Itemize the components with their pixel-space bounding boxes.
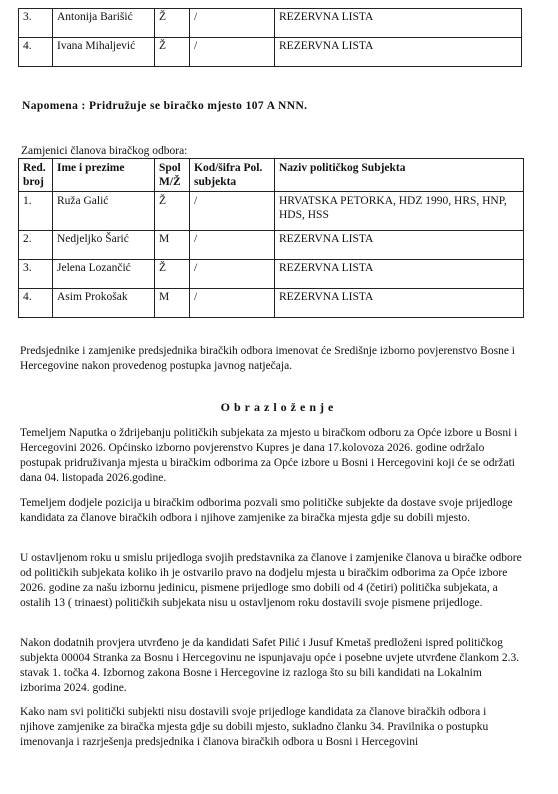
party-name: REZERVNA LISTA <box>275 231 524 260</box>
header-gender: Spol M/Ž <box>155 159 190 192</box>
row-number: 4. <box>19 38 53 67</box>
row-number: 3. <box>19 9 53 38</box>
party-name: REZERVNA LISTA <box>275 289 524 318</box>
rationale-paragraph-5: Kako nam svi politički subjekti nisu dostavili svoje prijedloge kandidata za članove biračkih odbora i njihove zamjenike za biračka mjesta gdje su dobili mjesto, sukladno članku 34. Pravilnika o postupku imenovanja i razrješenja predsjednika i članova biračkih odbora u Bosni i Hercegovini <box>20 706 489 748</box>
member-name: Ivana Mihaljević <box>53 38 155 67</box>
header-code: Kod/šifra Pol. subjekta <box>190 159 275 192</box>
party-name: REZERVNA LISTA <box>275 9 522 38</box>
member-name: Jelena Lozančić <box>53 260 155 289</box>
appointment-paragraph: Predsjednike i zamjenike predsjednika biračkih odbora imenovat će Središnje izborno povjerenstvo Bosne i Hercegovine nakon provedenog postupka javnog natječaja. <box>20 345 515 372</box>
rationale-paragraph-1: Temeljem Naputka o ždrijebanju političkih subjekata za mjesto u biračkom odboru za Opće izbore u Bosni i Hercegovini 2026. Općinsko izborno povjerenstvo Kupres je dana 17.kolovoza 2026. godine održalo postupak pridruživanja mjesta u biračkim odborima za Opće izbore u Bosni i Hercegovini koji će se održati dana 04. listopada 2026.godine. <box>20 427 518 484</box>
party-code: / <box>190 231 275 260</box>
rationale-paragraph-3: U ostavljenom roku u smislu prijedloga svojih predstavnika za članove i zamjenike članova u biračke odbore od političkih subjekata koliko ih je ostvarilo pravo na dodjelu mjesta u biračkim odborima za Opće izbore 2026. godine za našu izbornu jedinicu, pismene prijedloge smo dobili od 4 (četiri) politička subjekata, a ostalih 13 ( trinaest) političkih subjekata nisu u ostavljenom roku dostavili svoje pismene prijedloge. <box>20 552 522 609</box>
note-text: Napomena : Pridružuje se biračko mjesto 107 A NNN. <box>22 100 308 112</box>
party-code: / <box>190 9 275 38</box>
row-number: 4. <box>19 289 53 318</box>
table-row <box>19 289 524 318</box>
header-number: Red. broj <box>19 159 53 192</box>
party-name: REZERVNA LISTA <box>275 38 522 67</box>
member-gender: Ž <box>155 192 190 231</box>
section-heading: Obrazloženje <box>220 400 338 414</box>
header-name: Ime i prezime <box>53 159 155 192</box>
member-gender: M <box>155 231 190 260</box>
table-row <box>19 9 522 38</box>
party-code: / <box>190 289 275 318</box>
top-members-table <box>18 8 522 67</box>
rationale-paragraph-2: Temeljem dodjele pozicija u biračkim odborima pozvali smo političke subjekte da dostave svoje prijedloge kandidata za članove biračkih odbora i njihove zamjenike za biračka mjesta gdje su dobili mjesto. <box>20 497 513 524</box>
table-header-row <box>19 159 524 192</box>
table-row <box>19 260 524 289</box>
row-number: 2. <box>19 231 53 260</box>
member-gender: Ž <box>155 260 190 289</box>
rationale-paragraph-4: Nakon dodatnih provjera utvrđeno je da kandidati Safet Pilić i Jusuf Kmetaš predloženi ispred političkog subjekta 00004 Stranka za Bosnu i Hercegovinu ne ispunjavaju opće i posebne uvjete utvrđene člankom 2.3. stavak 1. točka 4. Izbornog zakona Bosne i Hercegovine iz razloga što su bili kandidati na Lokalnim izborima 2024. godine. <box>20 637 520 694</box>
member-gender: Ž <box>155 9 190 38</box>
party-code: / <box>190 192 275 231</box>
deputies-caption: Zamjenici članova biračkog odbora: <box>21 145 188 157</box>
party-name: REZERVNA LISTA <box>275 260 524 289</box>
table-row <box>19 38 522 67</box>
party-code: / <box>190 38 275 67</box>
party-name: HRVATSKA PETORKA, HDZ 1990, HRS, HNP, HDS, HSS <box>275 192 524 231</box>
row-number: 3. <box>19 260 53 289</box>
header-subject: Naziv političkog Subjekta <box>275 159 524 192</box>
member-name: Antonija Barišić <box>53 9 155 38</box>
row-number: 1. <box>19 192 53 231</box>
member-name: Asim Prokošak <box>53 289 155 318</box>
party-code: / <box>190 260 275 289</box>
member-name: Nedjeljko Šarić <box>53 231 155 260</box>
member-gender: Ž <box>155 38 190 67</box>
member-gender: M <box>155 289 190 318</box>
member-name: Ruža Galić <box>53 192 155 231</box>
deputies-table <box>18 158 524 318</box>
table-row <box>19 231 524 260</box>
table-row <box>19 192 524 231</box>
